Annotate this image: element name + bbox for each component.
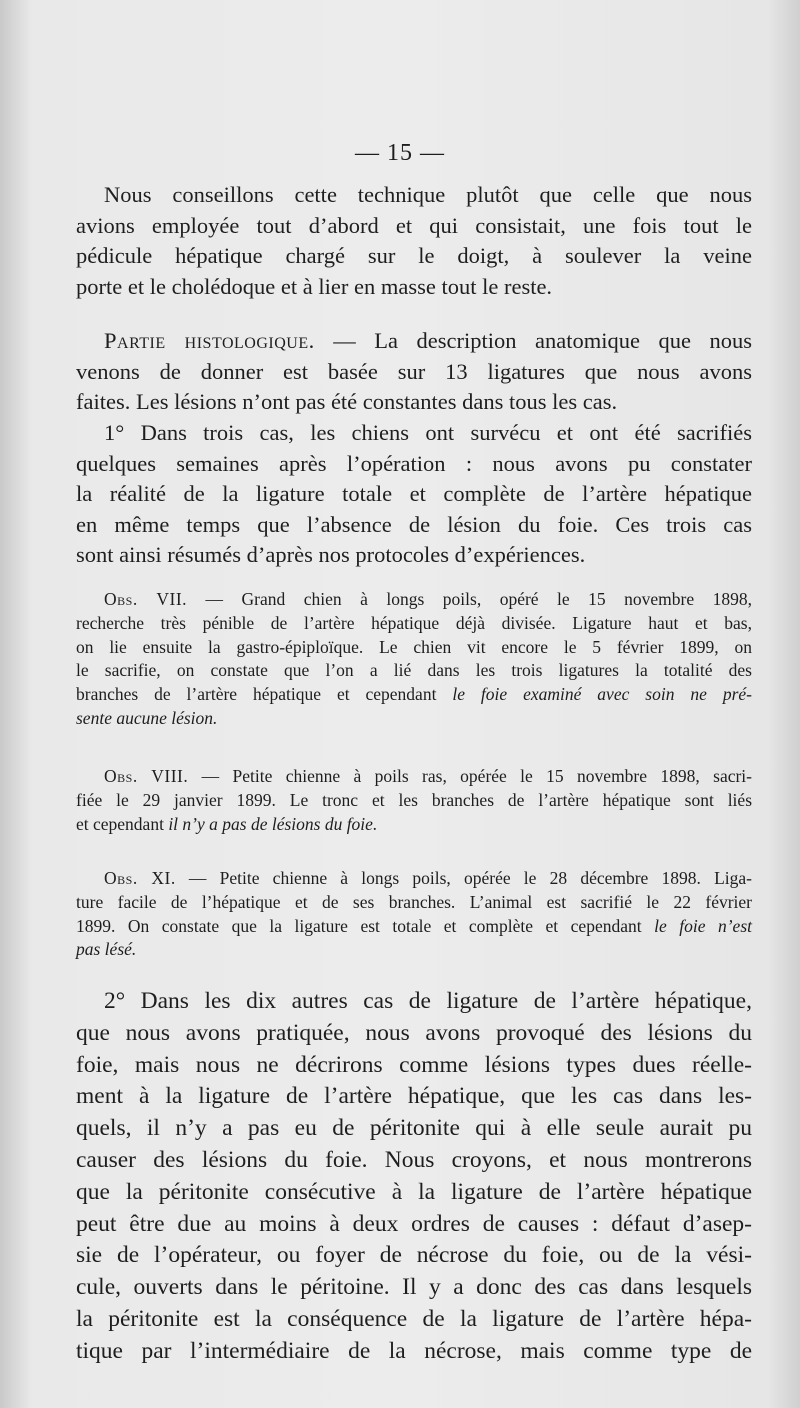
text-line: la péritonite est la conséquence de la ligature de l’artère hépa-: [76, 1305, 752, 1332]
text-line: avions employée tout d’abord et qui consistait, une fois tout le: [76, 212, 752, 238]
text-line: quels, il n’y a pas eu de péritonite qui à elle seule aurait pu: [76, 1115, 752, 1142]
text-line: Obs. VII. — Grand chien à longs poils, opéré le 15 novembre 1898,: [104, 589, 753, 609]
observation-xi: [76, 867, 752, 962]
text-line: Obs. XI. — Petite chienne à longs poils, opérée le 28 décembre 1898. Liga-: [104, 868, 752, 888]
paragraph-technique: [76, 180, 752, 302]
paragraph-case-1: [76, 418, 752, 571]
section-heading: Partie histologique.: [104, 328, 315, 353]
observation-label: Obs. VII.: [104, 589, 188, 609]
text-line: que la péritonite consécutive à la ligature de l’artère hépatique: [76, 1178, 752, 1205]
text-line: que nous avons pratiquée, nous avons provoqué des lésions du: [76, 1019, 752, 1046]
text-line: pédicule hépatique chargé sur le doigt, à soulever la veine: [76, 243, 752, 268]
text-line: Obs. VIII. — Petite chienne à poils ras, opérée le 15 novembre 1898, sacri-: [104, 766, 752, 786]
observation-label: Obs. VIII.: [104, 766, 189, 786]
text-line: sente aucune lésion.: [76, 707, 218, 728]
text-line: recherche très pénible de l’artère hépatique déjà divisée. Ligature haut et bas,: [76, 612, 752, 633]
text-line: le sacrifie, on constate que l’on a lié dans les trois ligatures la totalité des: [76, 660, 752, 681]
paragraph-case-2: [76, 986, 752, 1368]
text-line: cule, ouverts dans le péritoine. Il y a donc des cas dans lesquels: [76, 1274, 752, 1301]
text-line: quelques semaines après l’opération : nous avons pu constater: [76, 450, 752, 476]
text-line: sie de l’opérateur, ou foyer de nécrose du foie, ou de la vési-: [76, 1242, 752, 1269]
text-line: pas lésé.: [76, 939, 137, 960]
text-line: 2° Dans les dix autres cas de ligature de l’artère hépatique,: [104, 988, 752, 1014]
text-line: faites. Les lésions n’ont pas été constantes dans tous les cas.: [76, 389, 618, 414]
observation-viii: [76, 765, 752, 836]
text-line: branches de l’artère hépatique et cependant le foie examiné avec soin ne pré-: [76, 684, 752, 705]
text-line: fiée le 29 janvier 1899. Le tronc et les branches de l’artère hépatique sont liés: [76, 789, 752, 810]
text-line: sont ainsi résumés d’après nos protocoles d’expériences.: [76, 542, 586, 567]
text-line: ture facile de l’hépatique et de ses branches. L’animal est sacrifié le 22 février: [76, 891, 752, 912]
text-line: 1899. On constate que la ligature est totale et complète et cependant le foie n’est: [76, 915, 752, 936]
text-line: Nous conseillons cette technique plutôt que celle que nous: [104, 182, 752, 207]
text-line: venons de donner est basée sur 13 ligatures que nous avons: [76, 358, 752, 384]
paragraph-histology: [76, 326, 752, 418]
text-line: Partie histologique. — La description anatomique que nous: [104, 328, 752, 353]
text-line: tique par l’intermédiaire de la nécrose, mais comme type de: [76, 1337, 752, 1364]
observation-vii: [76, 588, 752, 731]
text-line: et cependant il n’y a pas de lésions du foie.: [76, 813, 378, 834]
text-line: la réalité de la ligature totale et complète de l’artère hépatique: [76, 481, 752, 506]
page-number: — 15 —: [355, 140, 445, 166]
observation-label: Obs. XI.: [104, 868, 176, 888]
text-line: ment à la ligature de l’artère hépatique, que les cas dans les-: [76, 1083, 752, 1110]
text-line: en même temps que l’absence de lésion du foie. Ces trois cas: [76, 511, 752, 537]
text-line: peut être due au moins à deux ordres de causes : défaut d’asep-: [76, 1210, 752, 1237]
text-line: causer des lésions du foie. Nous croyons, et nous montrerons: [76, 1146, 752, 1173]
text-line: foie, mais nous ne décrirons comme lésions types dues réelle-: [76, 1051, 752, 1078]
text-line: porte et le cholédoque et à lier en masse tout le reste.: [76, 273, 553, 299]
text-line: 1° Dans trois cas, les chiens ont survécu et ont été sacrifiés: [104, 420, 752, 445]
text-line: on lie ensuite la gastro-épiploïque. Le chien vit encore le 5 février 1899, on: [76, 636, 752, 657]
